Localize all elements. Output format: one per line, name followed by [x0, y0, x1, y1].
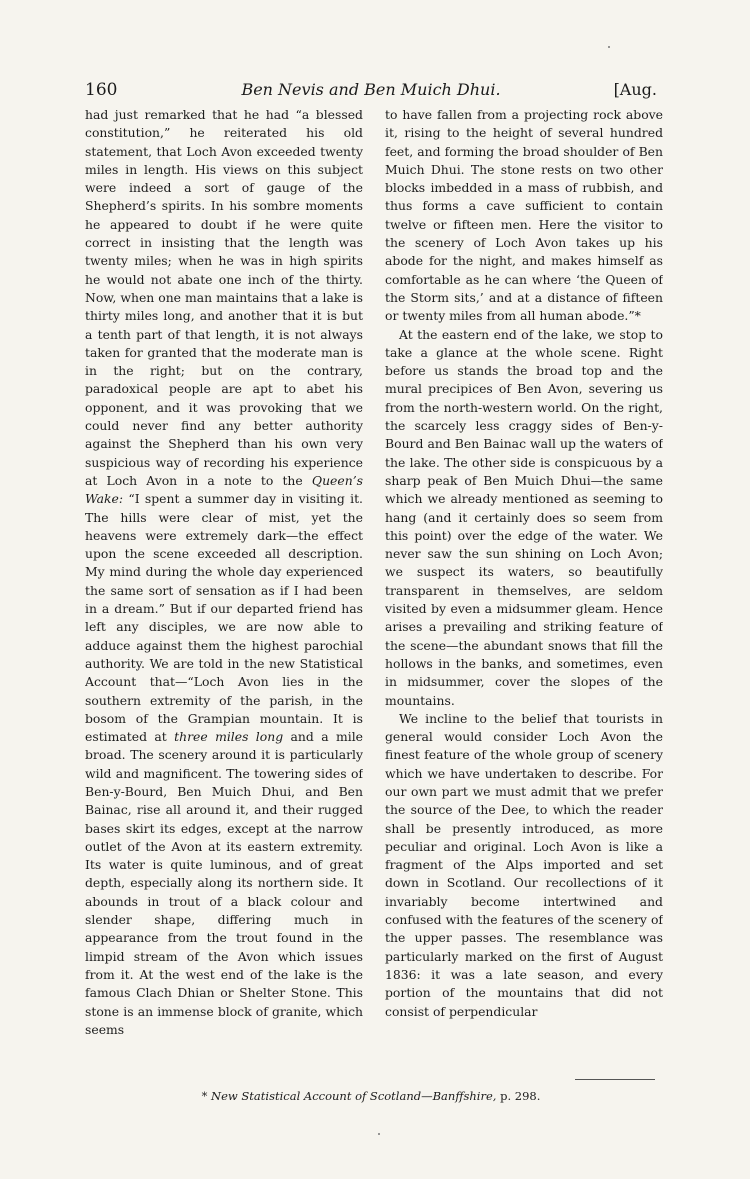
footnote-rule [575, 1079, 655, 1080]
right-paragraph-2: At the eastern end of the lake, we stop to take a glance at the whole scene. Right before us stands the broad top and the mural precipices of Ben Avon, severing us from the north-western world. On the right, the scarcely less craggy sides of Ben-y-Bourd and Ben Bainac wall up the waters of the lake. The other side is conspicuous by a sharp peak of Ben Muich Dhui—the same which we already mentioned as seeming to hang (and it certainly does so seem from this point) over the edge of the water. We never saw the sun shining on Loch Avon; we suspect its waters, so beautifully transparent in themselves, are seldom visited by even a midsummer gleam. Hence arises a prevailing and striking feature of the scene—the abundant snows that fill the hollows in the banks, and sometimes, even in midsummer, cover the slopes of the mountains. [385, 326, 663, 708]
paper-speck [378, 1133, 380, 1135]
text-run: “I spent a summer day in visiting it. The hills were clear of mist, yet the heavens were extremely dark—the effect upon the scene exceeded all description. My mind during the whole day experienced the same sort of sensation as if I had been in a dream.” But if our departed friend has left any disciples, we are now able to adduce against them the highest parochial authority. We are told in the new Statistical Account that—“Loch Avon lies in the southern extremity of the parish, in the bosom of the Grampian mountain. It is estimated at [85, 491, 363, 745]
footnote-text: * New Statistical Account of Scotland—Banffshire, [201, 1089, 497, 1103]
right-column [385, 106, 663, 1021]
right-paragraph-1: to have fallen from a projecting rock above it, rising to the height of several hundred feet, and forming the broad shoulder of Ben Muich Dhui. The stone rests on two other blocks imbedded in a mass of rubbish, and thus forms a cave sufficient to contain twelve or fifteen men. Here the visitor to the scenery of Loch Avon takes up his abode for the night, and makes himself as comfortable as he can where ‘the Queen of the Storm sits,’ and at a distance of fifteen or twenty miles from all human abode.”* [385, 107, 663, 324]
running-title: Ben Nevis and Ben Muich Dhui. [241, 80, 501, 99]
italic-emphasis: three miles long [174, 729, 284, 745]
italic-title: Queen’s Wake: [85, 472, 363, 507]
paper-speck [608, 46, 610, 48]
text-run: had just remarked that he had “a blessed constitution,” he reiterated his old statement, that Loch Avon exceeded twenty miles in length. His views on this subject were indeed a sort of gauge of the Shepherd’s spirits. In his sombre moments he appeared to doubt if he were quite correct in insisting that the length was twenty miles; when he was in high spirits he would not abate one inch of the thirty. Now, when one man maintains that a lake is thirty miles long, and another that it is but a tenth part of that length, it is not always taken for granted that the moderate man is in the right; but on the contrary, paradoxical people are apt to abet his opponent, and it was provoking that we could never find any better authority against the Shepherd than his own very suspicious way of recording his experience at Loch Avon in a note to the [85, 107, 363, 488]
left-paragraph [85, 106, 363, 1039]
running-header [85, 80, 657, 104]
footnote-page-ref: p. 298. [500, 1089, 541, 1103]
header-month: [Aug. [613, 80, 657, 99]
footnote [85, 1089, 657, 1103]
right-paragraph-3: We incline to the belief that tourists in general would consider Loch Avon the finest feature of the whole group of scenery which we have undertaken to describe. For our own part we must admit that we prefer the source of the Dee, to which the reader shall be presently introduced, as more peculiar and original. Loch Avon is like a fragment of the Alps imported and set down in Scotland. Our recollections of it invariably become intertwined and confused with the features of the scenery of the upper passes. The resemblance was particularly marked on the first of August 1836: it was a late season, and every portion of the mountains that did not consist of perpendicular [385, 710, 663, 1019]
page-number: 160 [85, 80, 118, 100]
text-run: and a mile broad. The scenery around it is particularly wild and magnificent. The towering sides of Ben-y-Bourd, Ben Muich Dhui, and Ben Bainac, rise all around it, and their rugged bases skirt its edges, except at the narrow outlet of the Avon at its eastern extremity. Its water is quite luminous, and of great depth, especially along its northern side. It abounds in trout of a black colour and slender shape, differing much in appearance from the trout found in the limpid stream of the Avon which issues from it. At the west end of the lake is the famous Clach Dhian or Shelter Stone. This stone is an immense block of granite, which seems [85, 729, 363, 1037]
left-column [85, 106, 363, 1039]
